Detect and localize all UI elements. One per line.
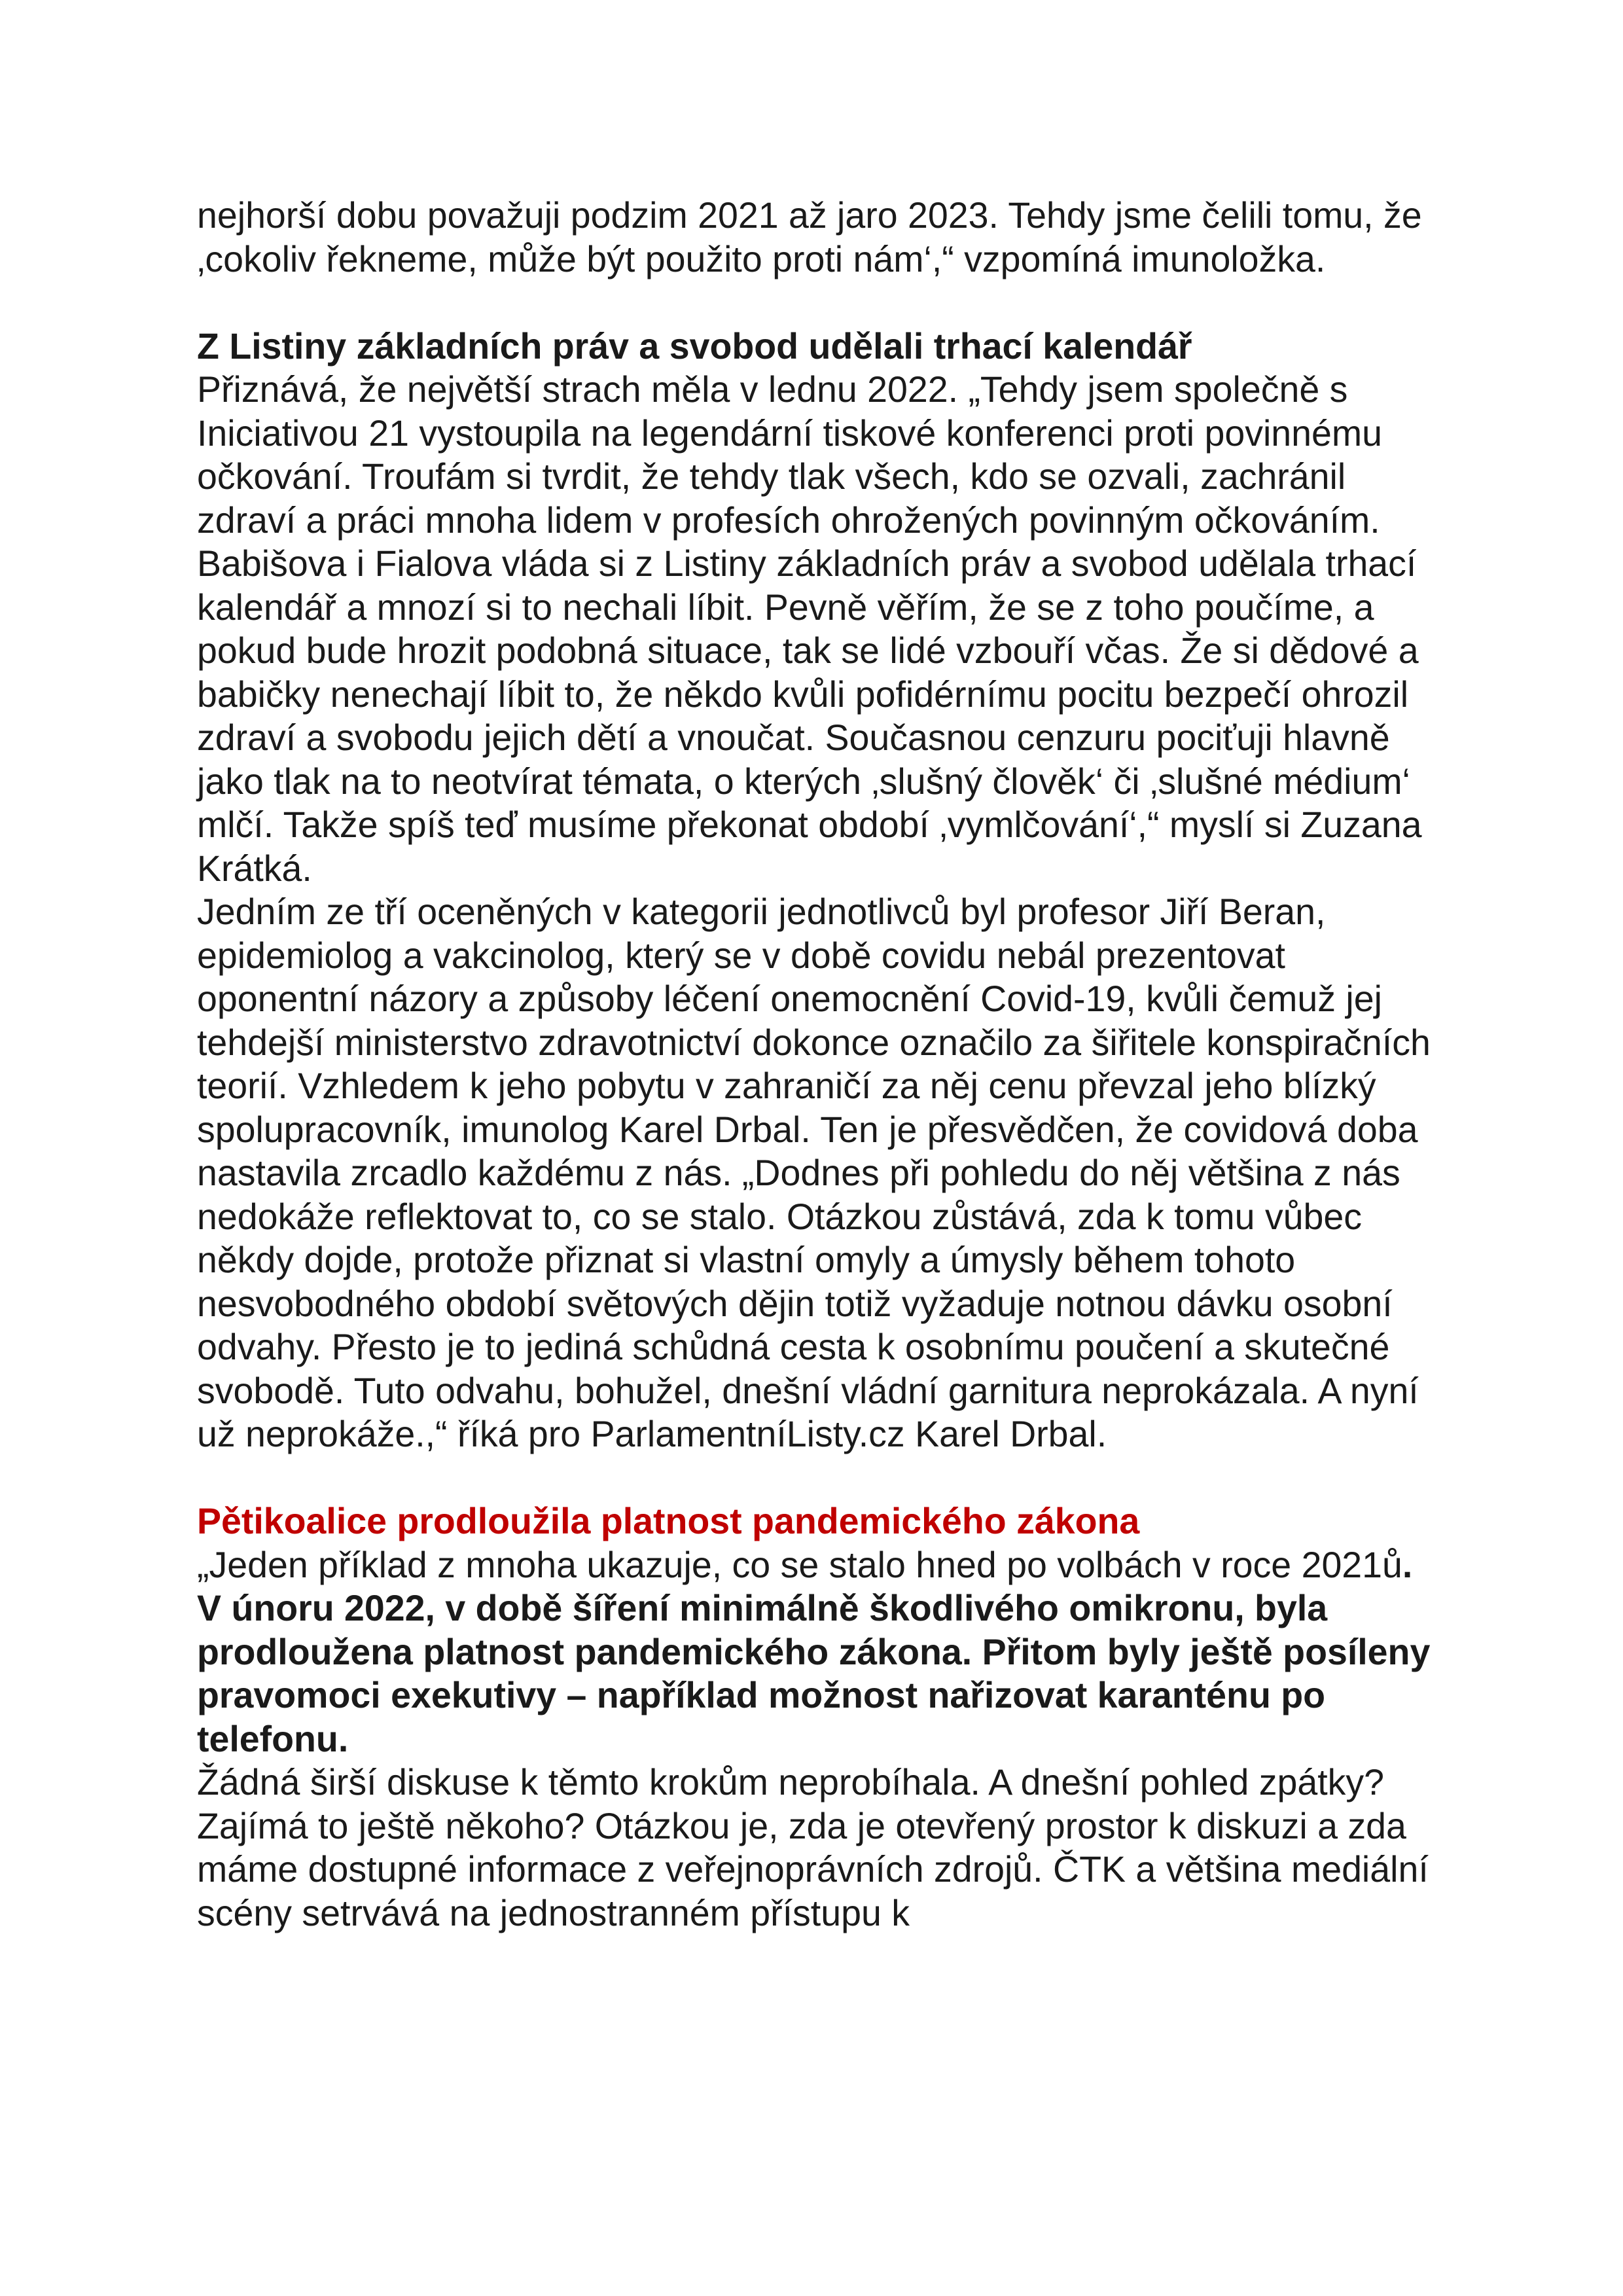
- paragraph-beran-award: Jedním ze tří oceněných v kategorii jednotlivců byl profesor Jiří Beran, epidemiolog a vakcinolog, který se v době covidu nebál prezentovat oponentní názory a způsoby léčení onemocnění Covid-19, kvůli čemuž jej tehdejší ministerstvo zdravotnictví dokonce označilo za šiřitele konspiračních teorií. Vzhledem k jeho pobytu v zahraničí za něj cenu převzal jeho blízký spolupracovník, imunolog Karel Drbal. Ten je přesvědčen, že covidová doba nastavila zrcadlo každému z nás. „Dodnes při pohledu do něj většina z nás nedokáže reflektovat to, co se stalo. Otázkou zůstává, zda k tomu vůbec někdy dojde, protože přiznat si vlastní omyly a úmysly během tohoto nesvobodného období světových dějin totiž vyžaduje notnou dávku osobní odvahy. Přesto je to jediná schůdná cesta k osobnímu poučení a skutečné svobodě. Tuto odvahu, bohužel, dnešní vládní garnitura neprokázala. A nyní už neprokáže.,“ říká pro ParlamentníListy.cz Karel Drbal.: [197, 891, 1431, 1454]
- paragraph-spacer: [197, 281, 1440, 325]
- section-heading-petikoalice: Pětikoalice prodloužila platnost pandemického zákona: [197, 1501, 1140, 1541]
- pandemic-law-regular-text: „Jeden příklad z mnoha ukazuje, co se stalo hned po volbách v roce 2021ů: [197, 1544, 1402, 1585]
- document-page: [197, 194, 1440, 1935]
- paragraph-government: Babišova i Fialova vláda si z Listiny základních práv a svobod udělala trhací kalendář a mnozí si to nechali líbit. Pevně věřím, že se z toho poučíme, a pokud bude hrozit podobná situace, tak se lidé vzbouří včas. Že si dědové a babičky nenechají líbit to, že někdo kvůli pofidérnímu pocitu bezpečí ohrozil zdraví a svobodu jejich dětí a vnoučat. Současnou cenzuru pociťuji hlavně jako tlak na to neotvírat témata, o kterých ‚slušný člověk‘ či ‚slušné médium‘ mlčí. Takže spíš teď musíme překonat období ‚vymlčování‘,“ myslí si Zuzana Krátká.: [197, 543, 1422, 889]
- paragraph-discussion: Žádná širší diskuse k těmto krokům neprobíhala. A dnešní pohled zpátky? Zajímá to ještě někoho? Otázkou je, zda je otevřený prostor k diskuzi a zda máme dostupné informace z veřejnoprávních zdrojů. ČTK a většina mediální scény setrvává na jednostranném přístupu k: [197, 1762, 1429, 1933]
- pandemic-law-bold-text: . V únoru 2022, v době šíření minimálně škodlivého omikronu, byla prodloužena platnost pandemického zákona. Přitom byly ještě posíleny pravomoci exekutivy – například možnost nařizovat karanténu po telefonu.: [197, 1544, 1431, 1759]
- paragraph-pandemic-law: [197, 1543, 1440, 1761]
- paragraph-intro: nejhorší dobu považuji podzim 2021 až jaro 2023. Tehdy jsme čelili tomu, že ‚cokoliv řekneme, může být použito proti nám‘,“ vzpomíná imunoložka.: [197, 195, 1422, 279]
- paragraph-fear: Přiznává, že největší strach měla v lednu 2022. „Tehdy jsem společně s Iniciativou 21 vystoupila na legendární tiskové konferenci proti povinnému očkování. Troufám si tvrdit, že tehdy tlak všech, kdo se ozvali, zachránil zdraví a práci mnoha lidem v profesích ohrožených povinným očkováním.: [197, 369, 1382, 541]
- paragraph-spacer: [197, 1456, 1440, 1500]
- section-heading-listina: Z Listiny základních práv a svobod udělali trhací kalendář: [197, 325, 1192, 367]
